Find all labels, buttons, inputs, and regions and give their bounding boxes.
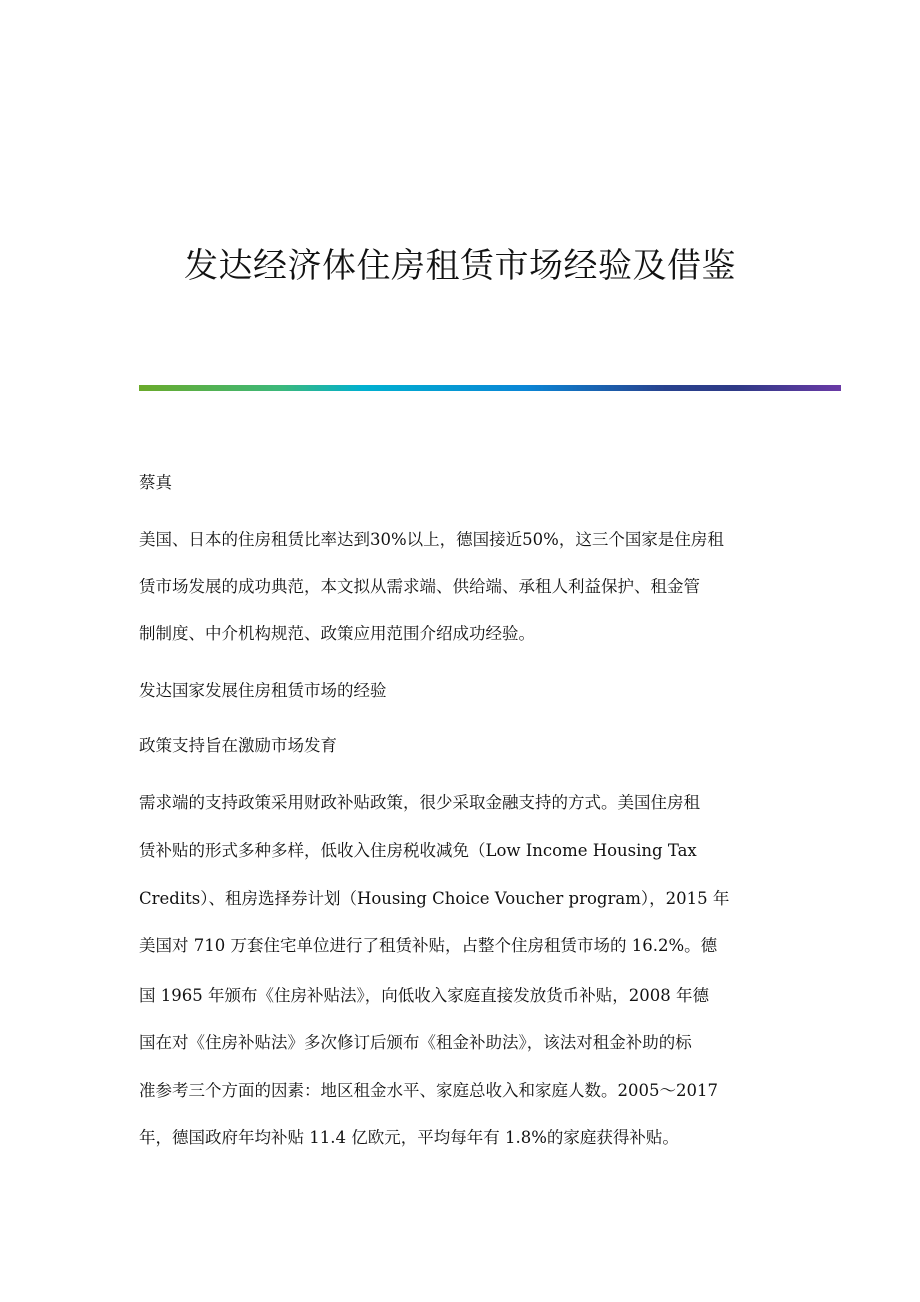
section-heading: 发达国家发展住房租赁市场的经验 [139,681,387,700]
text-line: 年，德国政府年均补贴 11.4 亿欧元，平均每年有 1.8%的家庭获得补贴。 [139,1128,679,1147]
text-line: 美国对 710 万套住宅单位进行了租赁补贴，占整个住房租赁市场的 16.2%。德 [139,936,718,955]
text-line: Credits）、租房选择券计划（Housing Choice Voucher program），2015 年 [139,889,730,908]
text-line: 制制度、中介机构规范、政策应用范围介绍成功经验。 [139,624,535,643]
text-line: 赁市场发展的成功典范，本文拟从需求端、供给端、承租人利益保护、租金管 [139,577,700,596]
text-line: 国在对《住房补贴法》多次修订后颁布《租金补助法》，该法对租金补助的标 [139,1033,692,1052]
author: 蔡真 [139,473,172,492]
title-divider [139,385,841,391]
text-line: 国 1965 年颁布《住房补贴法》，向低收入家庭直接发放货币补贴，2008 年德 [139,986,709,1005]
text-line: 需求端的支持政策采用财政补贴政策，很少采取金融支持的方式。美国住房租 [139,793,700,812]
text-line: 准参考三个方面的因素：地区租金水平、家庭总收入和家庭人数。2005～2017 [139,1081,718,1100]
text-line: 美国、日本的住房租赁比率达到30%以上，德国接近50%，这三个国家是住房租 [139,530,724,549]
document-title: 发达经济体住房租赁市场经验及借鉴 [184,245,736,286]
subsection-heading: 政策支持旨在激励市场发育 [139,736,337,755]
text-line: 赁补贴的形式多种多样，低收入住房税收减免（Low Income Housing Tax [139,841,697,860]
